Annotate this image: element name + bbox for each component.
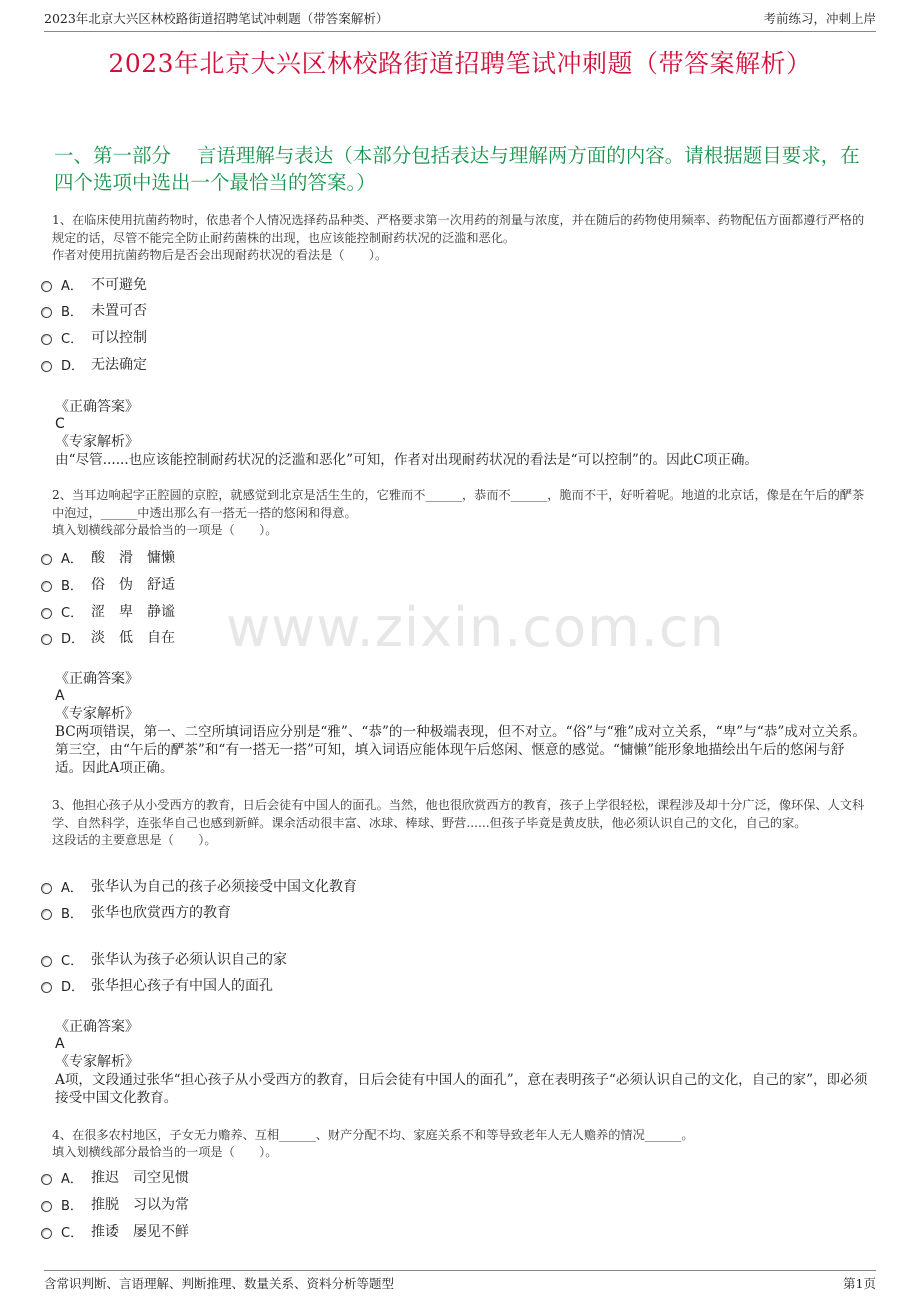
answer-label: 《正确答案》: [55, 671, 139, 687]
question-stem: 1、在临床使用抗菌药物时，依患者个人情况选择药品种类、严格要求第一次用药的剂量与浓度，并在随后的药物使用频率、药物配伍方面都遵行严格的规定的话，尽管不能完全防止耐药菌株的出现，也应该能控制耐药状况的泛滥和恶化。: [52, 213, 865, 245]
radio-icon[interactable]: [41, 307, 52, 318]
answer-block-q1: [55, 398, 870, 469]
question-prompt: 填入划横线部分最恰当的一项是（ ）。: [52, 523, 278, 537]
option-q4-a[interactable]: A． 推迟 司空见惯: [41, 1166, 189, 1188]
option-q2-c[interactable]: C． 涩 卑 静谧: [41, 600, 175, 622]
answer-value: A: [55, 688, 65, 704]
radio-icon[interactable]: [41, 883, 52, 894]
option-q4-b[interactable]: B． 推脱 习以为常: [41, 1193, 189, 1215]
radio-icon[interactable]: [41, 334, 52, 345]
radio-icon[interactable]: [41, 608, 52, 619]
option-q2-a[interactable]: A． 酸 滑 慵懒: [41, 546, 175, 568]
page-title: 2023年北京大兴区林校路街道招聘笔试冲刺题（带答案解析）: [108, 49, 812, 78]
question-prompt: 这段话的主要意思是（ ）。: [52, 833, 217, 847]
radio-icon[interactable]: [41, 909, 52, 920]
radio-icon[interactable]: [41, 361, 52, 372]
answer-block-q2: [55, 670, 870, 777]
radio-icon[interactable]: [41, 554, 52, 565]
option-q3-d[interactable]: D． 张华担心孩子有中国人的面孔: [41, 974, 273, 996]
option-q1-a[interactable]: A． 不可避免: [41, 273, 147, 295]
answer-label: 《正确答案》: [55, 1019, 139, 1035]
radio-icon[interactable]: [41, 1228, 52, 1239]
page-number: 第1页: [843, 1276, 876, 1291]
option-q1-b[interactable]: B． 未置可否: [41, 299, 147, 321]
option-q2-b[interactable]: B． 俗 伪 舒适: [41, 573, 175, 595]
radio-icon[interactable]: [41, 1174, 52, 1185]
footer-question-types: 含常识判断、言语理解、判断推理、数量关系、资料分析等题型: [44, 1276, 395, 1291]
analysis-text: A项，文段通过张华“担心孩子从小受西方的教育，日后会徒有中国人的面孔”，意在表明孩子“必须认识自己的文化，自己的家”，即必须接受中国文化教育。: [55, 1072, 868, 1106]
page-footer: [44, 1274, 876, 1292]
analysis-text: BC两项错误，第一、二空所填词语应分别是“雅”、“恭”的一种极端表现，但不对立。“俗”与“雅”成对立关系，“卑”与“恭”成对立关系。第三空，由“午后的酽茶”和“有一搭无一搭”可知，填入词语应能体现午后悠闲、惬意的感觉。“慵懒”能形象地描绘出午后的悠闲与舒适。因此A项正确。: [55, 724, 866, 776]
section-heading: 一、第一部分 言语理解与表达（本部分包括表达与理解两方面的内容。请根据题目要求，在四个选项中选出一个最恰当的答案。）: [54, 144, 860, 194]
question-3: [52, 796, 870, 849]
option-q3-a[interactable]: A． 张华认为自己的孩子必须接受中国文化教育: [41, 875, 357, 897]
option-q2-d[interactable]: D． 淡 低 自在: [41, 626, 175, 648]
question-1: [52, 211, 870, 264]
option-q1-c[interactable]: C． 可以控制: [41, 326, 147, 348]
question-stem: 4、在很多农村地区，子女无力赡养、互相______、财产分配不均、家庭关系不和等导致老年人无人赡养的情况______。: [52, 1128, 694, 1142]
question-2: [52, 486, 870, 539]
answer-block-q3: [55, 1018, 870, 1107]
footer-divider: [44, 1270, 876, 1271]
analysis-label: 《专家解析》: [55, 1054, 139, 1070]
radio-icon[interactable]: [41, 1201, 52, 1212]
question-prompt: 作者对使用抗菌药物后是否会出现耐药状况的看法是（ ）。: [52, 248, 388, 262]
radio-icon[interactable]: [41, 281, 52, 292]
radio-icon[interactable]: [41, 982, 52, 993]
page-header: [44, 9, 876, 29]
radio-icon[interactable]: [41, 956, 52, 967]
option-q4-c[interactable]: C． 推诿 屡见不鲜: [41, 1220, 189, 1242]
question-stem: 3、他担心孩子从小受西方的教育，日后会徒有中国人的面孔。当然，他也很欣赏西方的教育，孩子上学很轻松，课程涉及却十分广泛，像环保、人文科学、自然科学，连张华自己也感到新鲜。课余活动很丰富、冰球、棒球、野营......但孩子毕竟是黄皮肤，他必须认识自己的文化，自己的家。: [52, 798, 865, 830]
option-q3-c[interactable]: C． 张华认为孩子必须认识自己的家: [41, 948, 287, 970]
answer-label: 《正确答案》: [55, 399, 139, 415]
question-prompt: 填入划横线部分最恰当的一项是（ ）。: [52, 1145, 278, 1159]
radio-icon[interactable]: [41, 581, 52, 592]
radio-icon[interactable]: [41, 634, 52, 645]
header-divider: [44, 31, 876, 32]
analysis-label: 《专家解析》: [55, 434, 139, 450]
answer-value: A: [55, 1036, 65, 1052]
question-stem: 2、当耳边响起字正腔圆的京腔，就感觉到北京是活生生的，它雅而不______，恭而不______，脆而不干，好听着呢。地道的北京话，像是在午后的酽茶中泡过，______中透出那么有一搭无一搭的悠闲和得意。: [52, 488, 865, 520]
header-slogan: 考前练习，冲刺上岸: [763, 11, 876, 26]
question-4: [52, 1126, 870, 1161]
watermark: www.zixin.com.cn: [226, 596, 725, 659]
option-q1-d[interactable]: D． 无法确定: [41, 353, 147, 375]
analysis-text: 由“尽管......也应该能控制耐药状况的泛滥和恶化”可知，作者对出现耐药状况的看法是“可以控制”的。因此C项正确。: [55, 452, 759, 468]
analysis-label: 《专家解析》: [55, 706, 139, 722]
option-q3-b[interactable]: B． 张华也欣赏西方的教育: [41, 901, 231, 923]
header-doc-title: 2023年北京大兴区林校路街道招聘笔试冲刺题（带答案解析）: [44, 11, 389, 26]
answer-value: C: [55, 416, 65, 432]
